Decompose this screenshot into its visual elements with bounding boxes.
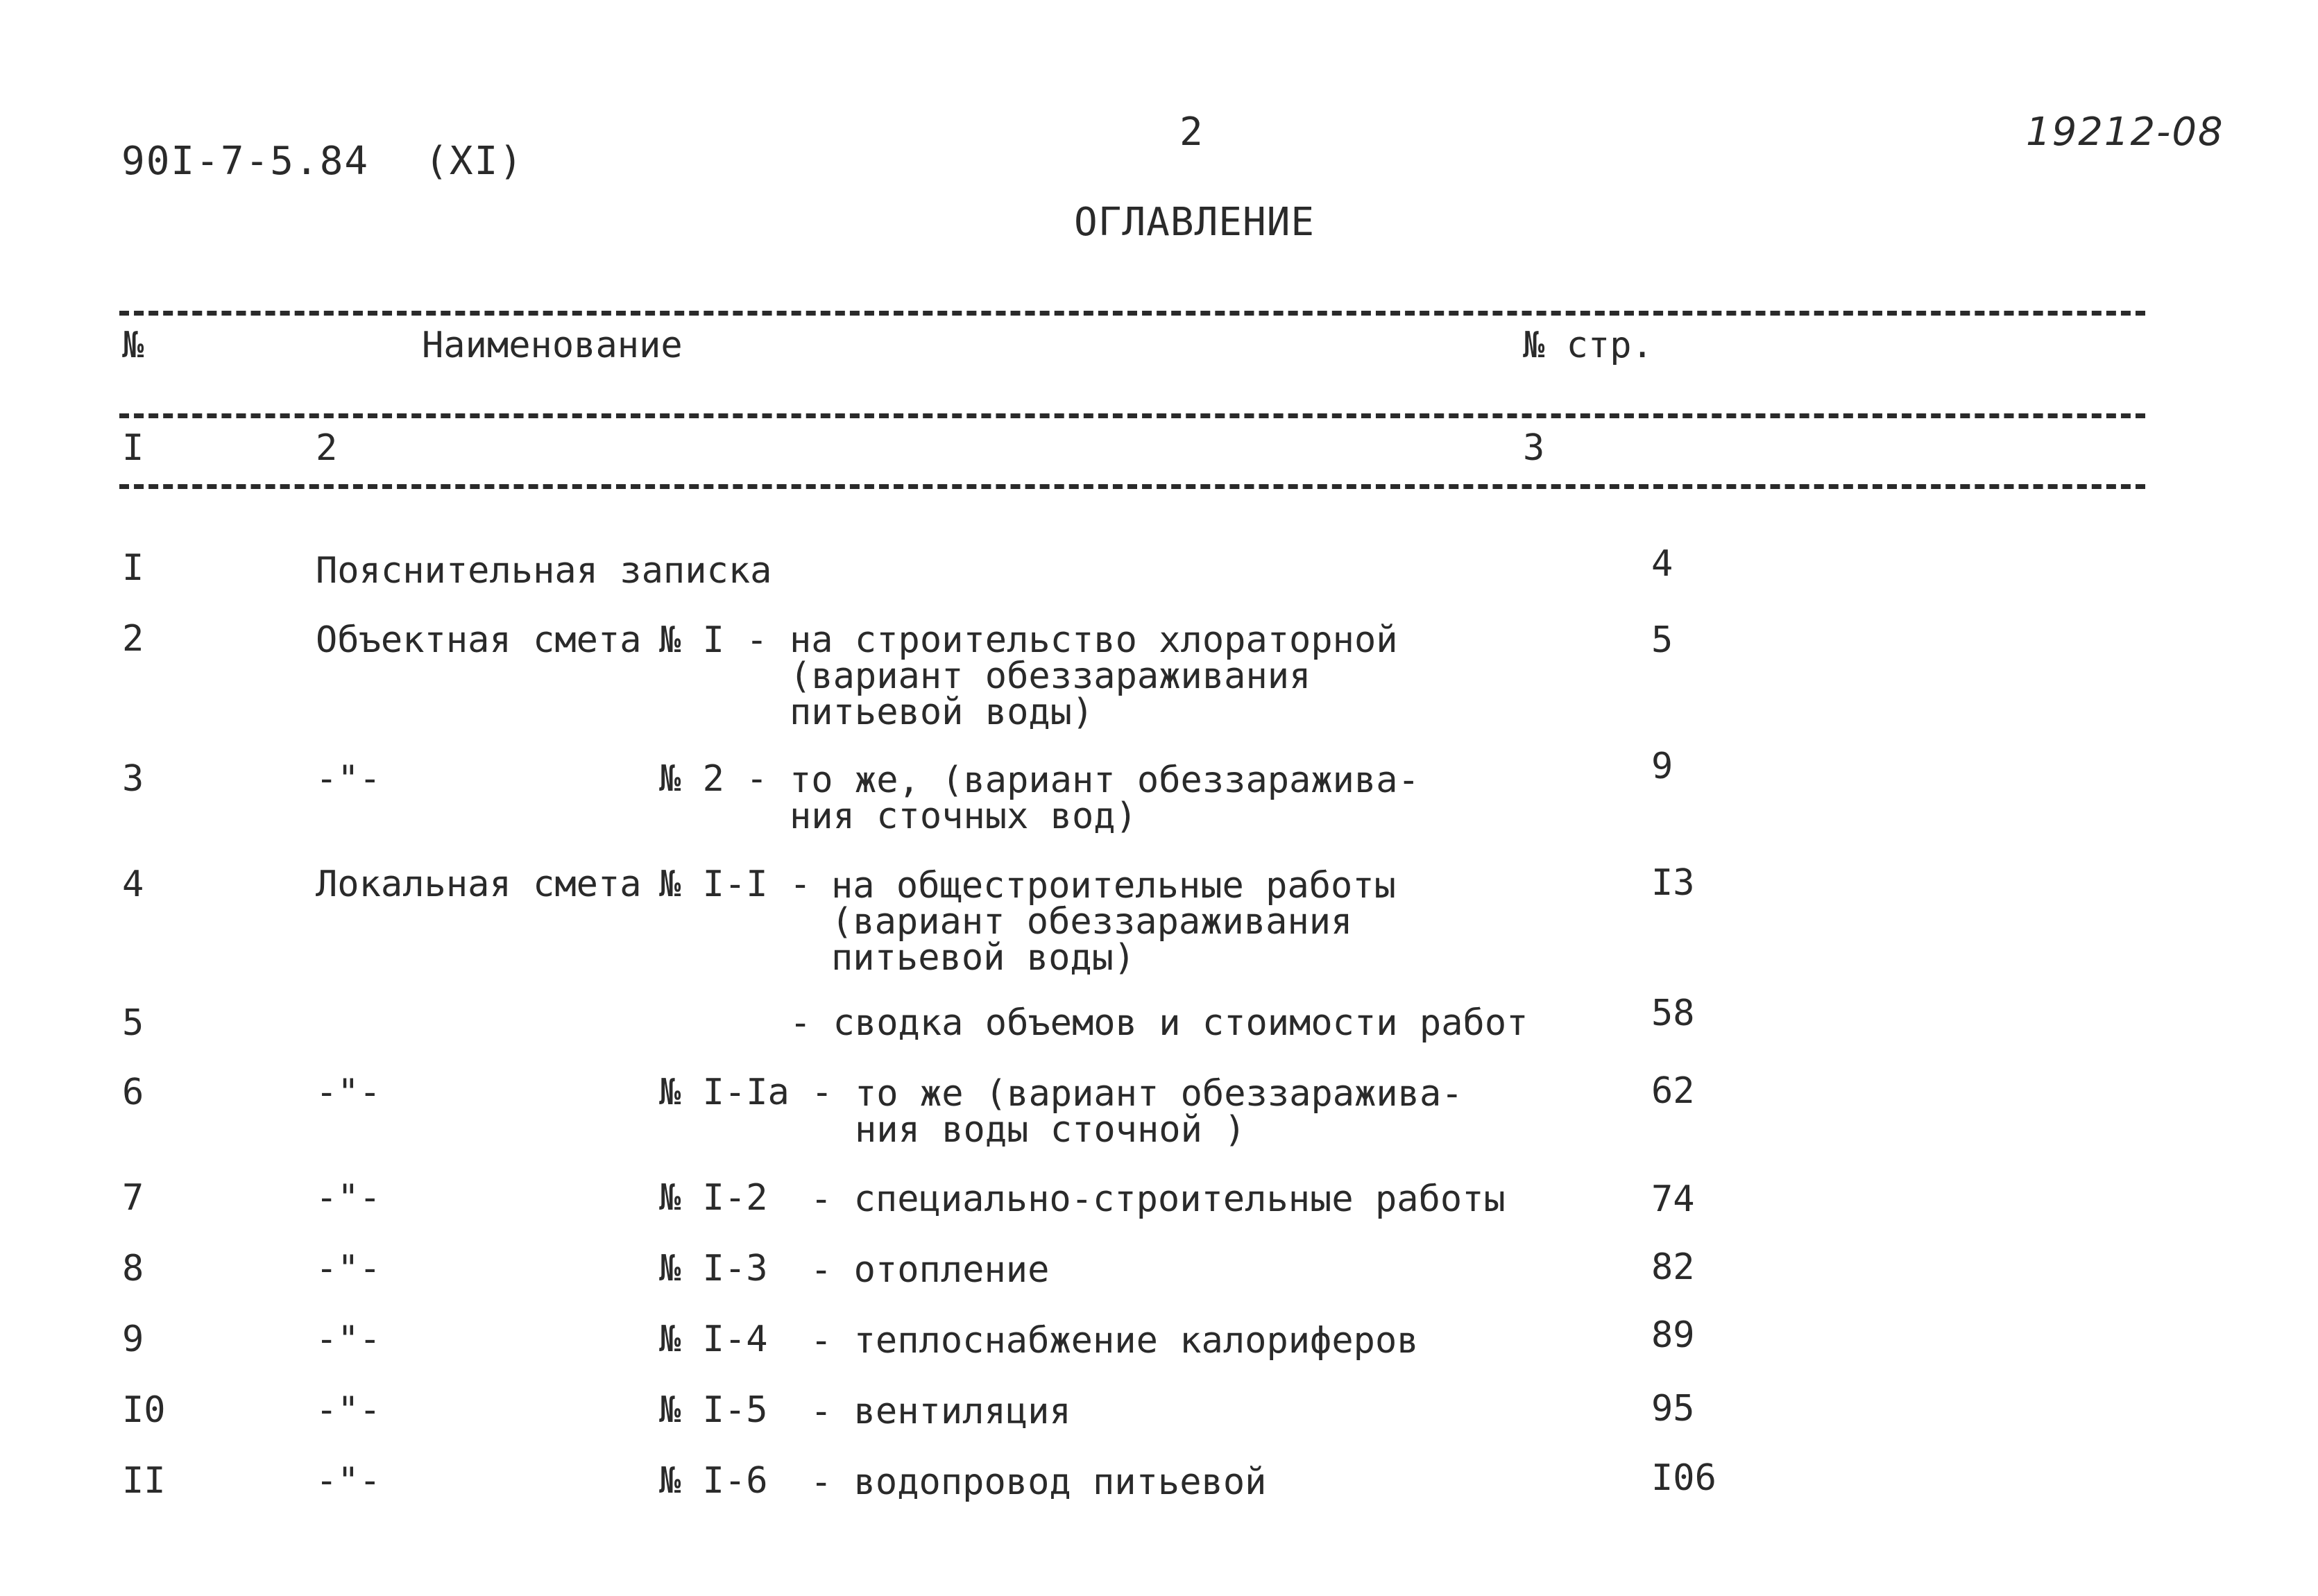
row-page: I3 [1651, 862, 1695, 904]
row-doc-number: № I-6 [659, 1460, 768, 1502]
row-description-line: - специально-строительные работы [810, 1178, 1506, 1220]
column-number-rule [119, 484, 2145, 489]
row-page: 58 [1651, 993, 1695, 1034]
header-divider-rule [119, 413, 2145, 418]
row-name: -"- [316, 1319, 381, 1360]
row-page: 74 [1651, 1178, 1695, 1220]
column-number-1: I [122, 427, 144, 469]
row-number: 8 [122, 1248, 144, 1289]
header-number: № [122, 325, 144, 366]
row-description-line: ния воды сточной ) [855, 1109, 1246, 1151]
row-number: 5 [122, 1002, 144, 1044]
document-code-text: 90I-7-5.84 [121, 139, 370, 184]
row-page: 89 [1651, 1314, 1695, 1356]
row-description-line: то же, (вариант обеззаражива- [790, 760, 1420, 801]
table-top-rule [119, 311, 2145, 316]
row-description-line: на строительство хлораторной [790, 619, 1398, 661]
row-description-line: то же (вариант обеззаражива- [855, 1073, 1463, 1115]
row-name: -"- [316, 1460, 381, 1502]
row-name: Локальная смета [316, 864, 642, 905]
row-description-line: (вариант обеззараживания [790, 655, 1311, 697]
row-description-line: - отопление [810, 1249, 1050, 1291]
row-name: -"- [316, 758, 381, 800]
row-number: 7 [122, 1177, 144, 1219]
row-page: 95 [1651, 1388, 1695, 1430]
header-name: Наименование [422, 325, 683, 366]
row-number: II [122, 1460, 166, 1502]
document-code [121, 139, 524, 184]
row-page: I06 [1651, 1457, 1716, 1499]
row-page: 4 [1651, 543, 1673, 585]
row-page: 82 [1651, 1246, 1695, 1288]
volume-label: (XI) [425, 139, 525, 184]
row-description-line: питьевой воды) [831, 937, 1136, 979]
row-description-line: ния сточных вод) [790, 796, 1137, 837]
row-description-line: - водопровод питьевой [810, 1461, 1267, 1503]
row-name: -"- [316, 1177, 381, 1219]
row-description-line: (вариант обеззараживания [831, 901, 1353, 943]
row-name: Пояснительная записка [316, 550, 772, 592]
row-number: 3 [122, 758, 144, 800]
row-doc-number: № 2 - [659, 758, 768, 800]
row-page: 62 [1651, 1070, 1695, 1112]
column-number-3: 3 [1523, 427, 1545, 469]
row-doc-number: № I-4 [659, 1319, 768, 1360]
row-doc-number: № I-5 [659, 1389, 768, 1431]
row-number: I [122, 547, 144, 589]
toc-title: ОГЛАВЛЕНИЕ [1074, 200, 1315, 245]
row-name: -"- [316, 1248, 381, 1289]
row-doc-number: № I-2 [659, 1177, 768, 1219]
row-description-line: питьевой воды) [790, 692, 1094, 733]
row-description-line: на общестроительные работы [831, 865, 1396, 907]
row-description-line: - вентиляция [810, 1391, 1071, 1432]
row-number: I0 [122, 1389, 166, 1431]
column-number-2: 2 [316, 427, 338, 469]
row-description-line: - теплоснабжение калориферов [810, 1320, 1419, 1362]
row-number: 9 [122, 1319, 144, 1360]
row-name: -"- [316, 1389, 381, 1431]
row-name: -"- [316, 1072, 381, 1113]
row-page: 9 [1651, 746, 1673, 787]
row-description-line: - сводка объемов и стоимости работ [790, 1002, 1528, 1044]
archive-stamp: 19212-08 [2026, 110, 2224, 155]
row-number: 2 [122, 618, 144, 660]
row-name: Объектная смета [316, 619, 642, 661]
row-number: 6 [122, 1072, 144, 1113]
row-page: 5 [1651, 619, 1673, 661]
row-doc-number: № I-3 [659, 1248, 768, 1289]
row-doc-number: № I-Ia - [659, 1072, 833, 1113]
header-page: № стр. [1523, 325, 1653, 366]
page-number: 2 [1179, 110, 1203, 155]
row-number: 4 [122, 864, 144, 905]
row-doc-number: № I - [659, 619, 768, 661]
row-doc-number: № I-I - [659, 864, 812, 905]
